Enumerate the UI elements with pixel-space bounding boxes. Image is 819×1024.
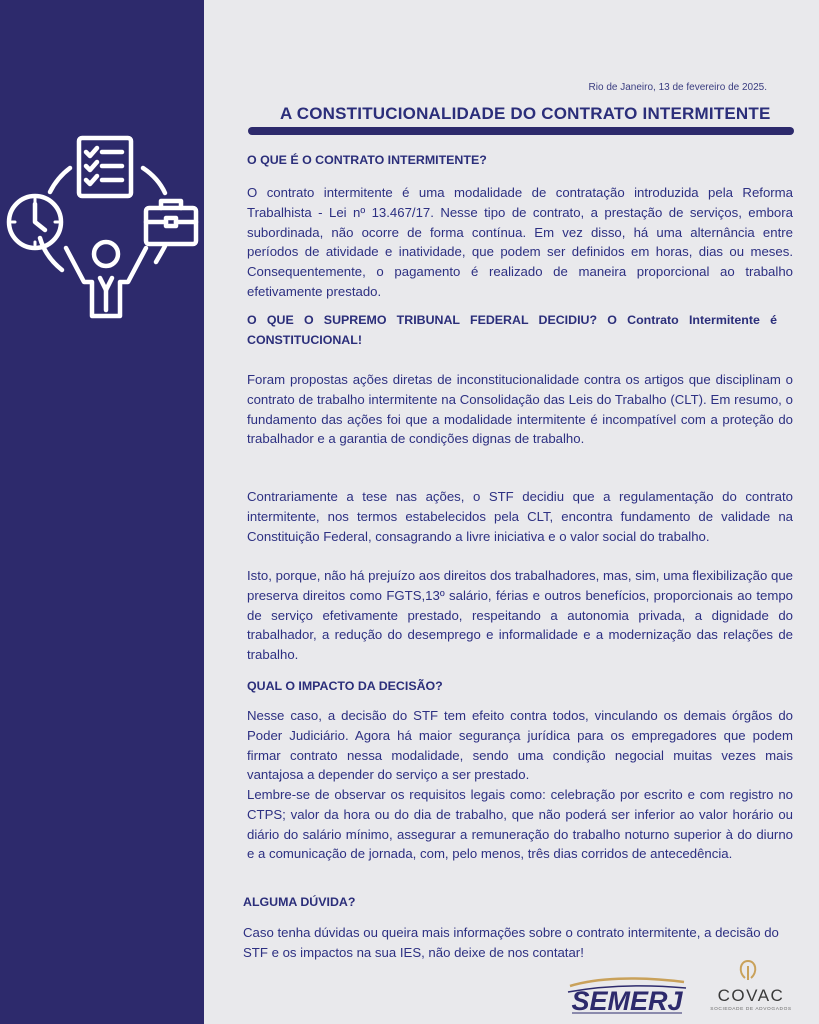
section-paragraph: Nesse caso, a decisão do STF tem efeito contra todos, vinculando os demais órgãos do Poder Judiciário. Agora há maior segurança jurídica para os empregadores que podem firmar contrato nessa modalidade, sendo uma condição negocial muitas vezes mais vantajosa a depender do serviço a ser prestado. xyxy=(247,708,793,783)
section-paragraph: Contrariamente a tese nas ações, o STF decidiu que a regulamentação do contrato intermitente, nos termos estabelecidos pela CLT, encontra fundamento de validade na Constituição Federal, consagrando a livre iniciativa e o valor social do trabalho. xyxy=(247,489,793,544)
covac-subtitle: SOCIEDADE DE ADVOGADOS xyxy=(710,1007,792,1012)
document-date: Rio de Janeiro, 13 de fevereiro de 2025. xyxy=(588,82,767,93)
title-underline xyxy=(248,127,794,135)
document-title: A CONSTITUCIONALIDADE DO CONTRATO INTERMITENTE xyxy=(280,104,771,123)
section-heading: O QUE O SUPREMO TRIBUNAL FEDERAL DECIDIU? O Contrato Intermitente é CONSTITUCIONAL! xyxy=(247,313,777,347)
section-paragraph: Lembre-se de observar os requisitos legais como: celebração por escrito e com registro no CTPS; valor da hora ou do dia de trabalho, que não poderá ser inferior ao valor horário ou diário do salário mínimo, assegurar a remuneração do trabalho noturno superior à do diurno e a comunicação de jornada, com, pelo menos, três dias corridos de antecedência. xyxy=(247,787,793,862)
section-paragraph: Caso tenha dúvidas ou queira mais informações sobre o contrato intermitente, a decisão do STF e os impactos na sua IES, não deixe de nos contatar! xyxy=(243,925,779,960)
semerj-logo xyxy=(566,972,688,1016)
section-heading: O QUE É O CONTRATO INTERMITENTE? xyxy=(247,153,487,167)
section-paragraph: Foram propostas ações diretas de inconstitucionalidade contra os artigos que disciplinam o contrato de trabalho intermitente na Consolidação das Leis do Trabalho (CLT). Em resumo, o fundamento das ações foi que a modalidade intermitente é incompatível com a proteção do trabalhador e a garantia de condições dignas de trabalho. xyxy=(247,372,793,447)
section-heading: ALGUMA DÚVIDA? xyxy=(243,895,356,909)
section-heading: QUAL O IMPACTO DA DECISÃO? xyxy=(247,679,443,693)
section-paragraph: Isto, porque, não há prejuízo aos direitos dos trabalhadores, mas, sim, uma flexibilização que preserva direitos como FGTS,13º salário, férias e outros benefícios, proporcionais ao tempo de serviço efetivamente prestado, respeitando a autonomia privada, a dignidade do trabalhador, a redução do desemprego e informalidade e a modernização das relações de trabalho. xyxy=(247,568,793,663)
semerj-wordmark: SEMERJ xyxy=(571,986,683,1016)
covac-wordmark: COVAC xyxy=(717,986,785,1005)
section-paragraph: O contrato intermitente é uma modalidade de contratação introduzida pela Reforma Trabalhista - Lei nº 13.467/17. Nesse tipo de contrato, a prestação de serviços, embora subordinada, não ocorre de forma contínua. Em vez disso, há uma alternância entre períodos de atividade e inatividade, que podem ser definidos em horas, dias ou meses. Consequentemente, o pagamento é realizado de maneira proporcional ao trabalho efetivamente prestado. xyxy=(247,185,793,299)
covac-emblem-icon xyxy=(733,958,763,984)
